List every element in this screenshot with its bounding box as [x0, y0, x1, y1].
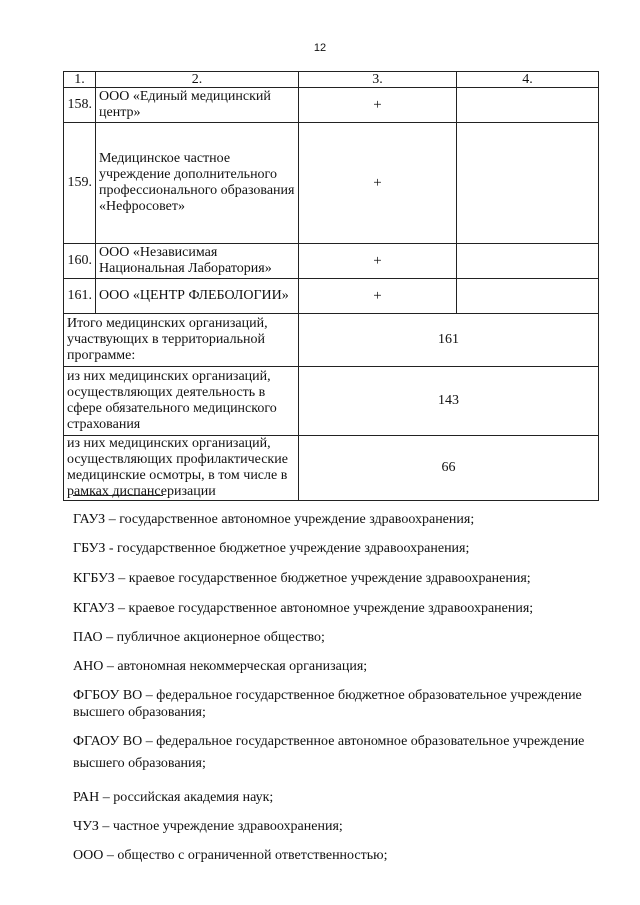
summary-row-oms [64, 367, 599, 436]
legend-item: КГАУЗ – краевое государственное автономное учреждение здравоохранения; [73, 601, 534, 616]
summary-value: 66 [299, 436, 599, 501]
legend-item: ПАО – публичное акционерное общество; [73, 630, 325, 645]
summary-label: из них медицинских организаций, осуществляющих профилактические медицинские осмотры, в том числе в рамках диспансеризации [64, 436, 299, 501]
legend-item: ФГАОУ ВО – федеральное государственное автономное образовательное учреждение высшего образования; [73, 734, 585, 771]
extra-cell [457, 88, 599, 123]
participation-mark: + [299, 279, 457, 314]
column-header-number: 1. [64, 72, 96, 88]
extra-cell [457, 244, 599, 279]
legend-item: АНО – автономная некоммерческая организация; [73, 659, 368, 674]
table-row [64, 123, 599, 244]
legend-item: КГБУЗ – краевое государственное бюджетное учреждение здравоохранения; [73, 571, 531, 586]
row-number: 159. [64, 123, 96, 244]
column-header-name: 2. [96, 72, 299, 88]
extra-cell [457, 123, 599, 244]
legend-item: ФГБОУ ВО – федеральное государственное бюджетное образовательное учреждение высшего образования; [73, 688, 582, 720]
summary-row-total [64, 314, 599, 367]
legend-item: ГБУЗ - государственное бюджетное учреждение здравоохранения; [73, 541, 470, 556]
summary-label: Итого медицинских организаций, участвующих в территориальной программе: [64, 314, 299, 367]
column-header-extra: 4. [457, 72, 599, 88]
participation-mark: + [299, 123, 457, 244]
summary-value: 143 [299, 367, 599, 436]
column-header-mark: 3. [299, 72, 457, 88]
summary-row-checkups [64, 436, 599, 501]
legend-item: ЧУЗ – частное учреждение здравоохранения; [73, 819, 343, 834]
footnote-divider [73, 495, 163, 496]
table-row [64, 279, 599, 314]
participation-mark: + [299, 244, 457, 279]
legend-item: РАН – российская академия наук; [73, 790, 274, 805]
summary-label: из них медицинских организаций, осуществляющих деятельность в сфере обязательного медицинского страхования [64, 367, 299, 436]
organization-name: Медицинское частное учреждение дополнительного профессионального образования «Нефросовет» [96, 123, 299, 244]
organization-name: ООО «Единый медицинский центр» [96, 88, 299, 123]
organizations-table [63, 71, 599, 501]
participation-mark: + [299, 88, 457, 123]
table-header-row [64, 72, 599, 88]
row-number: 161. [64, 279, 96, 314]
page-number: 12 [313, 42, 327, 54]
legend-item: ГАУЗ – государственное автономное учреждение здравоохранения; [73, 512, 475, 527]
organization-name: ООО «Независимая Национальная Лаборатория» [96, 244, 299, 279]
table-row [64, 244, 599, 279]
row-number: 158. [64, 88, 96, 123]
extra-cell [457, 279, 599, 314]
organization-name: ООО «ЦЕНТР ФЛЕБОЛОГИИ» [96, 279, 299, 314]
legend-item: ООО – общество с ограниченной ответственностью; [73, 848, 388, 863]
table-row [64, 88, 599, 123]
row-number: 160. [64, 244, 96, 279]
summary-value: 161 [299, 314, 599, 367]
